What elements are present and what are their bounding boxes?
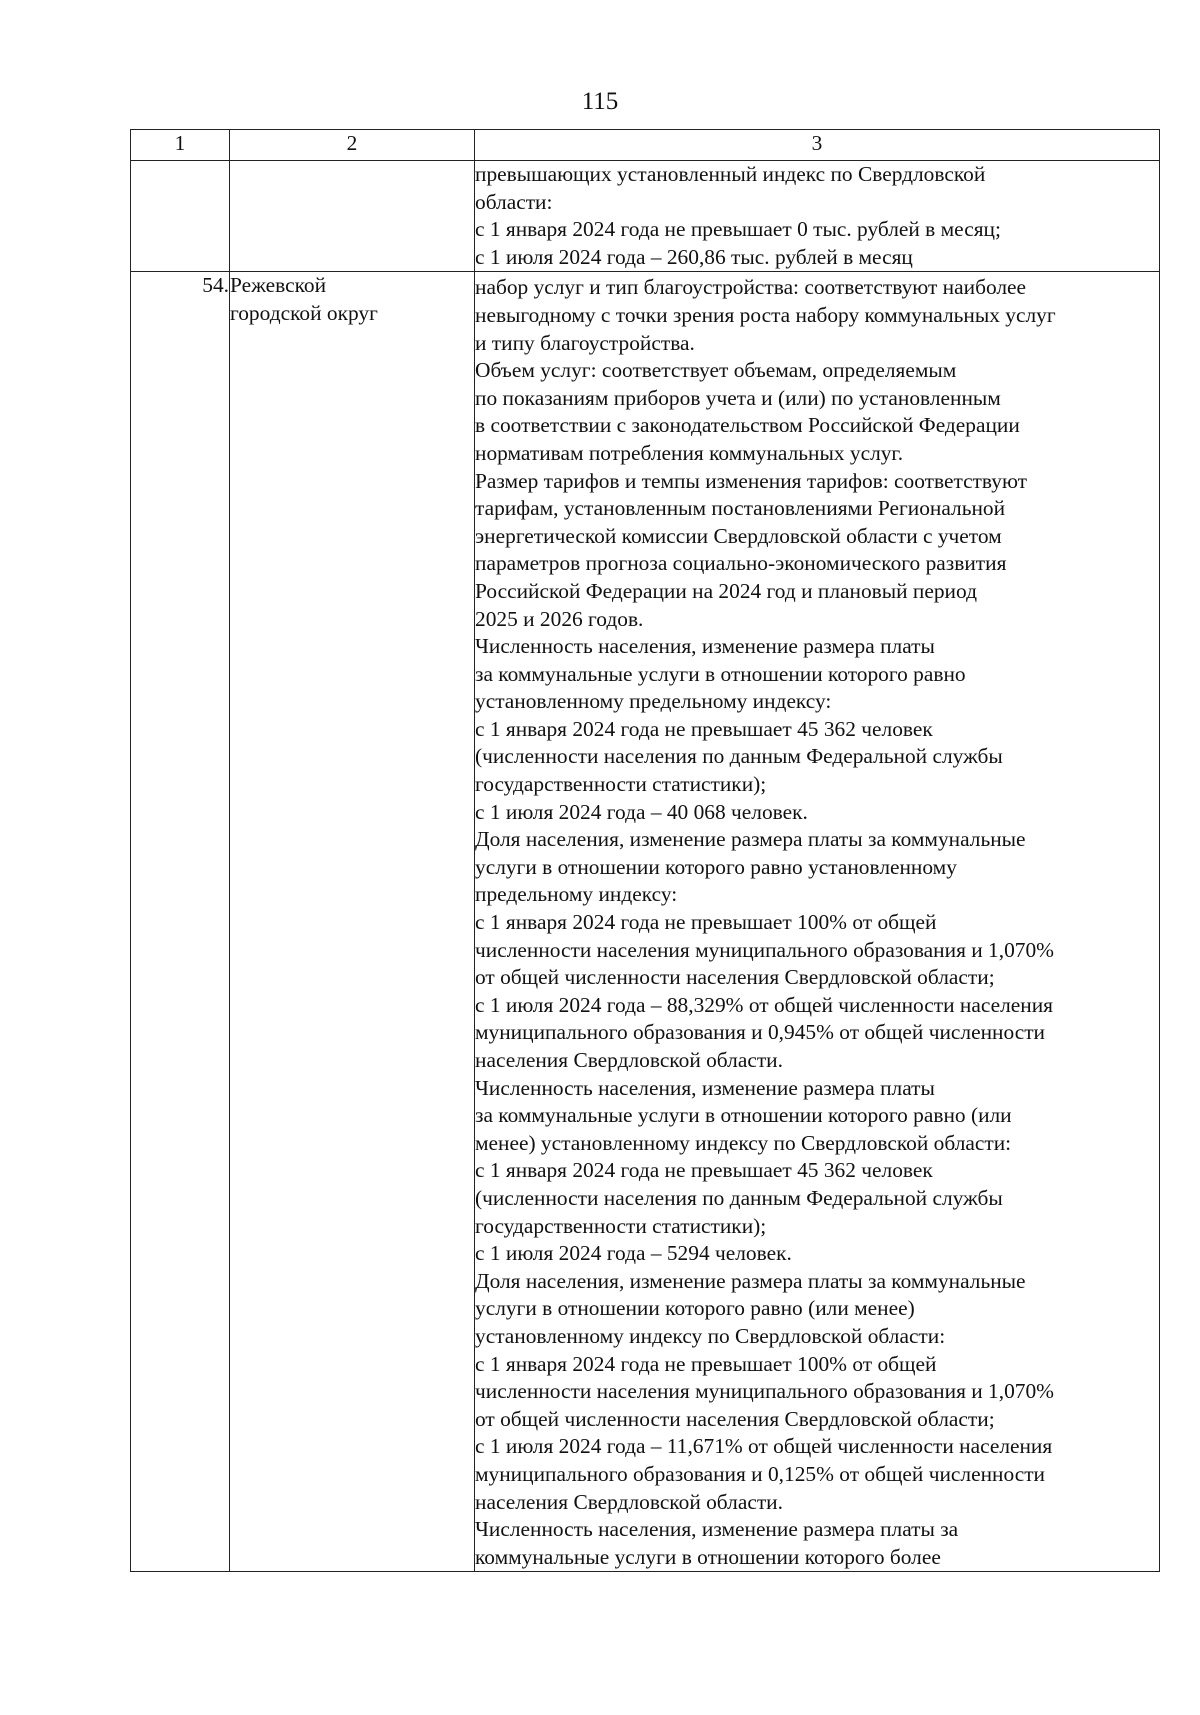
text-line: (численности населения по данным Федеральной службы (475, 744, 1003, 769)
header-col-3: 3 (475, 130, 1160, 161)
text-line: муниципального образования и 0,945% от общей численности (475, 1020, 1046, 1045)
text-line: населения Свердловской области. (475, 1048, 783, 1072)
header-col-1: 1 (131, 130, 230, 161)
text-line: Численность населения, изменение размера платы (475, 1075, 935, 1100)
text-line: от общей численности населения Свердловской области; (475, 965, 995, 990)
text-line: с 1 января 2024 года не превышает 100% от общей (475, 1351, 937, 1376)
text-line: набор услуг и тип благоустройства: соответствуют наиболее (475, 275, 1027, 300)
table-row-continuation (131, 161, 1160, 272)
text-line: и типу благоустройства. (475, 330, 695, 355)
row-description-cell (475, 272, 1160, 1572)
text-line: с 1 июля 2024 года – 40 068 человек. (475, 799, 808, 824)
text-line: численности населения муниципального образования и 1,070% (475, 937, 1054, 962)
text-line: менее) установленному индексу по Свердловской области: (475, 1130, 1012, 1155)
text-line: установленному предельному индексу: (475, 689, 832, 714)
text-line: государственности статистики); (475, 1213, 767, 1238)
municipality-name-line: Режевской (230, 273, 327, 298)
row-number-cell (131, 161, 230, 272)
row-number-cell: 54. (131, 272, 230, 1572)
text-line: за коммунальные услуги в отношении которого равно (475, 661, 966, 686)
text-line: Доля населения, изменение размера платы за коммунальные (475, 1268, 1026, 1293)
text-line: от общей численности населения Свердловской области; (475, 1406, 995, 1431)
text-line: с 1 января 2024 года не превышает 45 362 человек (475, 1158, 933, 1183)
text-line: в соответствии с законодательством Российской Федерации (475, 413, 1020, 438)
text-line: параметров прогноза социально-экономического развития (475, 551, 1007, 576)
text-line: Численность населения, изменение размера платы за (475, 1517, 959, 1542)
text-line: коммунальные услуги в отношении которого более (475, 1544, 941, 1569)
text-line: 2025 и 2026 годов. (475, 606, 644, 631)
text-line: нормативам потребления коммунальных услуг. (475, 440, 904, 465)
text-line: с 1 января 2024 года не превышает 45 362 человек (475, 716, 933, 741)
text-line: Доля населения, изменение размера платы за коммунальные (475, 827, 1026, 852)
text-line: области: (475, 189, 553, 214)
text-line: превышающих установленный индекс по Свердловской (475, 162, 986, 186)
text-line: по показаниям приборов учета и (или) по установленным (475, 385, 1001, 410)
row-description-cell (475, 161, 1160, 272)
row-name-cell (230, 161, 475, 272)
text-line: Численность населения, изменение размера платы (475, 634, 935, 659)
text-line: Размер тарифов и темпы изменения тарифов: соответствуют (475, 468, 1028, 493)
text-line: тарифам, установленным постановлениями Региональной (475, 496, 1006, 521)
text-line: Объем услуг: соответствует объемам, определяемым (475, 358, 957, 383)
text-line: (численности населения по данным Федеральной службы (475, 1185, 1003, 1210)
text-line: услуги в отношении которого равно установленному (475, 854, 957, 879)
text-line: невыгодному с точки зрения роста набору коммунальных услуг (475, 302, 1056, 327)
text-line: Российской Федерации на 2024 год и плановый период (475, 578, 977, 603)
row-name-cell (230, 272, 475, 1572)
table-header-row (131, 130, 1160, 161)
text-line: за коммунальные услуги в отношении которого равно (или (475, 1103, 1012, 1128)
text-line: государственности статистики); (475, 772, 767, 797)
text-line: энергетической комиссии Свердловской области с учетом (475, 523, 1002, 548)
text-line: с 1 января 2024 года не превышает 100% от общей (475, 910, 937, 935)
text-line: с 1 июля 2024 года – 11,671% от общей численности населения (475, 1434, 1053, 1459)
text-line: с 1 января 2024 года не превышает 0 тыс. рублей в месяц; (475, 217, 1001, 242)
document-table (130, 129, 1160, 1572)
municipality-name-line: городской округ (230, 300, 378, 325)
text-line: с 1 июля 2024 года – 88,329% от общей численности населения (475, 992, 1054, 1017)
text-line: численности населения муниципального образования и 1,070% (475, 1379, 1054, 1404)
text-line: с 1 июля 2024 года – 260,86 тыс. рублей в месяц (475, 244, 913, 269)
text-line: предельному индексу: (475, 882, 678, 907)
text-line: установленному индексу по Свердловской области: (475, 1323, 946, 1348)
page-number: 115 (581, 88, 619, 115)
table-row-54 (131, 272, 1160, 1572)
text-line: услуги в отношении которого равно (или менее) (475, 1296, 915, 1321)
text-line: муниципального образования и 0,125% от общей численности (475, 1461, 1046, 1486)
text-line: с 1 июля 2024 года – 5294 человек. (475, 1241, 792, 1266)
header-col-2: 2 (230, 130, 475, 161)
text-line: населения Свердловской области. (475, 1489, 783, 1514)
